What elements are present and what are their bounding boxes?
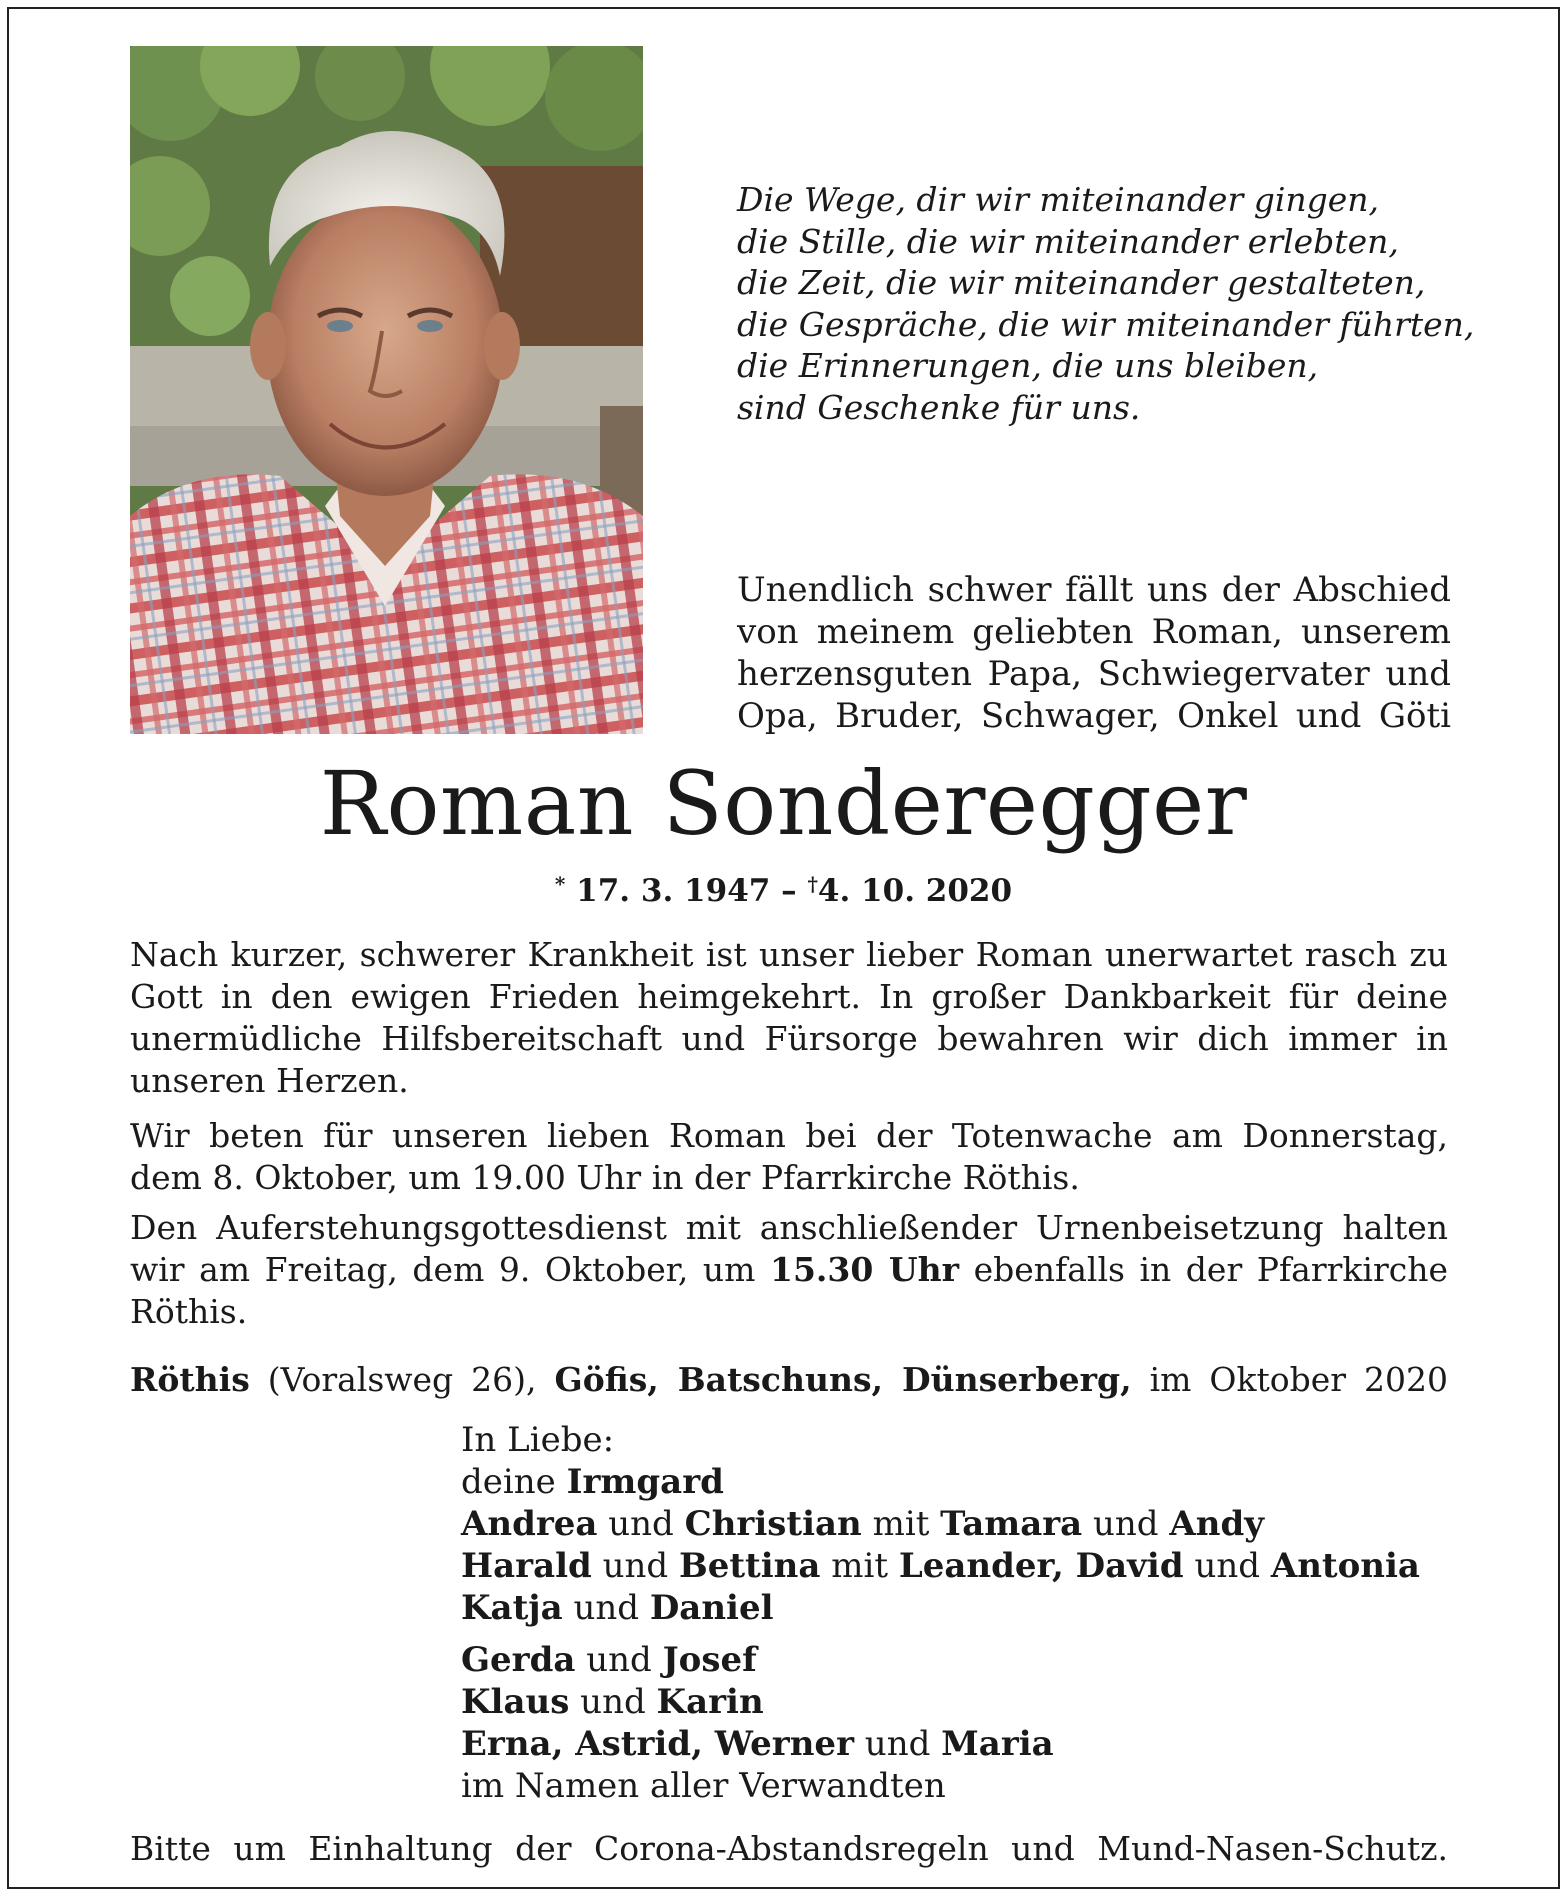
signoff-word: und [573, 1588, 639, 1628]
place-and-date [130, 1359, 1448, 1401]
signoff-line [461, 1545, 1461, 1587]
poem-line: die Zeit, die wir miteinander gestalteten, [737, 263, 1426, 302]
family-name: Gerda [461, 1640, 576, 1680]
intro-line: von meinem geliebten Roman, unserem [737, 612, 1451, 652]
address: (Voralsweg 26), [267, 1360, 537, 1399]
family-name: Andrea [461, 1504, 598, 1544]
place-line [130, 1359, 1448, 1401]
funeral-paragraph [130, 1207, 1448, 1333]
poem-line: sind Geschenke für uns. [737, 387, 1141, 427]
town: Röthis [130, 1360, 250, 1399]
family-name: Josef [662, 1640, 757, 1680]
signoff-line [461, 1639, 1461, 1681]
family-name: Irmgard [566, 1462, 724, 1502]
family-name: Tamara [940, 1504, 1083, 1544]
poem-line: die Gespräche, die wir miteinander führten, [737, 304, 1475, 344]
service-time: 15.30 Uhr [770, 1250, 960, 1289]
deceased-name: Roman Sonderegger [319, 752, 1248, 855]
paragraph-line: dem 8. Oktober, um 19.00 Uhr in der Pfarrkirche Röthis. [130, 1158, 1080, 1197]
signoff-word: und [1194, 1546, 1260, 1586]
life-dates [9, 863, 1558, 912]
signoff-word: und [580, 1682, 646, 1722]
wake-paragraph [130, 1115, 1448, 1199]
intro-line: herzensguten Papa, Schwiegervater und [737, 654, 1451, 694]
paragraph-line: Röthis. [130, 1292, 248, 1331]
signoff-line [461, 1681, 1461, 1723]
family-name: Christian [684, 1504, 862, 1544]
signoff-word: und [1093, 1504, 1159, 1544]
birth-symbol: * [554, 872, 566, 896]
poem-line: die Stille, die wir miteinander erlebten, [737, 221, 1399, 261]
portrait-image [130, 46, 643, 734]
poem-line: die Erinnerungen, die uns bleiben, [737, 346, 1319, 385]
corona-notice: Bitte um Einhaltung der Corona-Abstandsregeln und Mund-Nasen-Schutz. [130, 1829, 1448, 1868]
service-text: wir am Freitag, dem 9. Oktober, um [130, 1250, 756, 1289]
family-name: Klaus [461, 1682, 570, 1722]
family-name: Daniel [649, 1588, 774, 1628]
other-towns: Göfis, Batschuns, Dünserberg, [554, 1360, 1132, 1399]
signoff-intro: In Liebe: [461, 1420, 615, 1460]
obituary-page [7, 7, 1560, 1889]
family-signoff [461, 1419, 1461, 1807]
death-symbol: † [807, 872, 818, 896]
service-text: ebenfalls in der Pfarrkirche [973, 1250, 1448, 1289]
poem [737, 179, 1497, 428]
family-name: Erna, Astrid, Werner [461, 1724, 854, 1764]
date-separator: – [781, 873, 797, 909]
family-name: Katja [461, 1588, 563, 1628]
signoff-line [461, 1461, 1461, 1503]
signoff-word: mit [831, 1546, 889, 1586]
signoff-line [461, 1587, 1461, 1629]
signoff-word: und [608, 1504, 674, 1544]
signoff-word: mit [872, 1504, 930, 1544]
farewell-intro [737, 569, 1451, 737]
paragraph-line: Nach kurzer, schwerer Krankheit ist unser lieber Roman unerwartet rasch zu [130, 935, 1448, 974]
family-name: Andy [1169, 1504, 1265, 1544]
paragraph-line: Wir beten für unseren lieben Roman bei der Totenwache am Donnerstag, [130, 1116, 1448, 1155]
signoff-word: und [602, 1546, 669, 1586]
family-name: Harald [461, 1546, 592, 1586]
signoff-word: und [586, 1640, 652, 1680]
family-name: Antonia [1270, 1546, 1420, 1586]
family-name: Leander, David [898, 1546, 1184, 1586]
paragraph-line: Den Auferstehungsgottesdienst mit anschließender Urnenbeisetzung halten [130, 1208, 1448, 1247]
birth-date: 17. 3. 1947 [576, 873, 771, 909]
death-date: 4. 10. 2020 [817, 873, 1013, 909]
signoff-word: und [864, 1724, 931, 1764]
family-name: Maria [941, 1724, 1054, 1764]
paragraph-line: unseren Herzen. [130, 1061, 409, 1100]
signoff-word: deine [461, 1462, 556, 1502]
signoff-line [461, 1503, 1461, 1545]
paragraph-line: Gott in den ewigen Frieden heimgekehrt. In großer Dankbarkeit für deine [130, 977, 1448, 1016]
signoff-relatives: im Namen aller Verwandten [461, 1766, 946, 1806]
portrait-photo [130, 46, 643, 734]
poem-line: Die Wege, dir wir miteinander gingen, [737, 180, 1380, 219]
month-year: im Oktober 2020 [1149, 1360, 1448, 1399]
paragraph-line: unermüdliche Hilfsbereitschaft und Fürsorge bewahren wir dich immer in [130, 1019, 1448, 1058]
family-name: Bettina [678, 1546, 821, 1586]
family-name: Karin [656, 1682, 764, 1722]
intro-line: Unendlich schwer fällt uns der Abschied [737, 570, 1451, 610]
signoff-line [461, 1723, 1461, 1765]
illness-paragraph [130, 934, 1448, 1102]
paragraph-line [130, 1249, 1448, 1291]
intro-line: Opa, Bruder, Schwager, Onkel und Göti [737, 696, 1451, 736]
